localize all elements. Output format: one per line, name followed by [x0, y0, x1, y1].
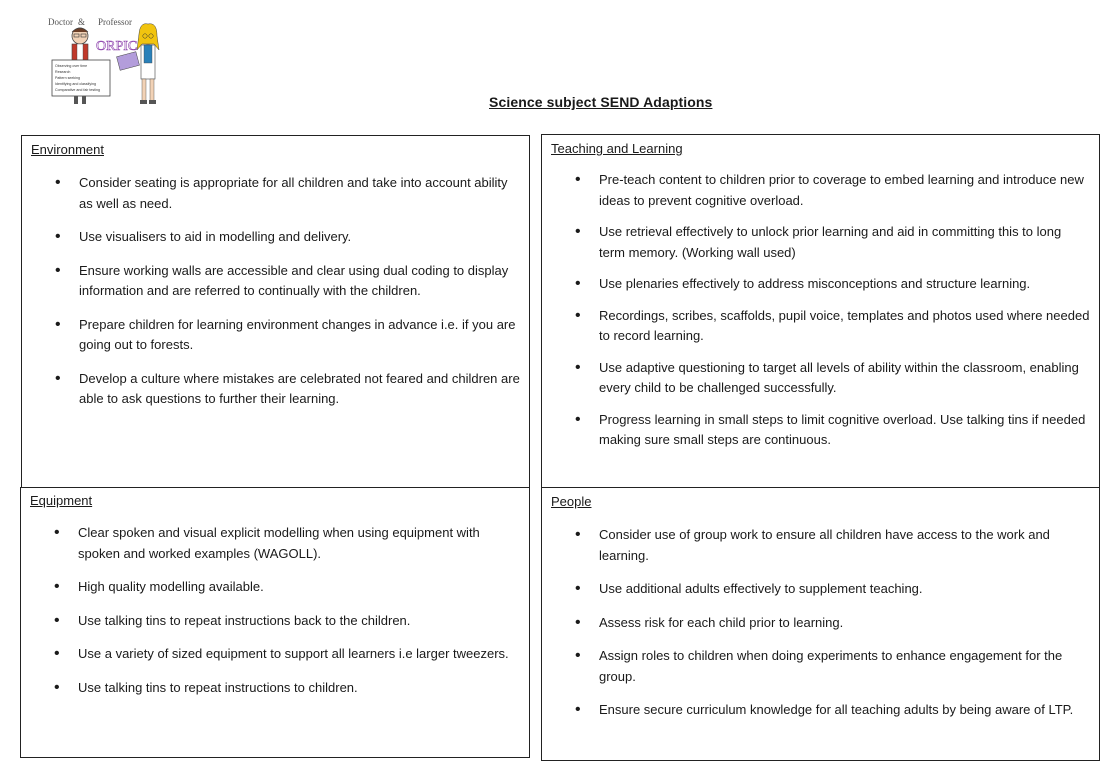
logo-orpic-word: ORPIC — [96, 39, 138, 54]
board-line-3: Pattern seeking — [55, 76, 80, 80]
list-item: • Consider seating is appropriate for all children and take into account ability as well as need. — [55, 173, 520, 214]
logo-professor-label: Professor — [98, 17, 132, 27]
list-item: • Use talking tins to repeat instructions back to the children. — [54, 611, 514, 632]
people-list — [575, 525, 1085, 734]
environment-list — [55, 173, 520, 423]
list-item: • Progress learning in small steps to limit cognitive overload. Use talking tins if needed making sure small steps are continuous. — [575, 410, 1090, 451]
list-item: • Use additional adults effectively to supplement teaching. — [575, 579, 1085, 600]
list-item: • Use a variety of sized equipment to support all learners i.e larger tweezers. — [54, 644, 514, 665]
list-item: • Develop a culture where mistakes are celebrated not feared and children are able to ask questions to further their learning. — [55, 369, 520, 410]
logo-doctor-label: Doctor — [48, 17, 73, 27]
people-heading: People — [551, 494, 592, 509]
board-line-2: Research — [55, 70, 71, 74]
list-item: • High quality modelling available. — [54, 577, 514, 598]
list-item: • Use retrieval effectively to unlock prior learning and aid in committing this to long term memory. (Working wall used) — [575, 222, 1090, 263]
board-line-1: Observing over time — [55, 64, 88, 68]
equipment-list — [54, 523, 514, 711]
doctor-professor-orpic-logo — [46, 14, 168, 112]
list-item: • Use plenaries effectively to address misconceptions and structure learning. — [575, 274, 1090, 295]
list-item: • Assign roles to children when doing experiments to enhance engagement for the group. — [575, 646, 1085, 687]
list-item: • Use adaptive questioning to target all levels of ability within the classroom, enabling every child to be challenged successfully. — [575, 358, 1090, 399]
list-item: • Clear spoken and visual explicit modelling when using equipment with spoken and worked examples (WAGOLL). — [54, 523, 514, 564]
list-item: • Ensure working walls are accessible and clear using dual coding to display information and are referred to continually with the children. — [55, 261, 520, 302]
environment-heading: Environment — [31, 142, 104, 157]
equipment-heading: Equipment — [30, 493, 93, 508]
list-item: • Ensure secure curriculum knowledge for all teaching adults by being aware of LTP. — [575, 700, 1085, 721]
list-item: • Use visualisers to aid in modelling and delivery. — [55, 227, 520, 248]
svg-text:&: & — [78, 17, 86, 27]
list-item: • Use talking tins to repeat instructions to children. — [54, 678, 514, 699]
list-item: • Pre-teach content to children prior to coverage to embed learning and introduce new ideas to prevent cognitive overload. — [575, 170, 1090, 211]
list-item: • Assess risk for each child prior to learning. — [575, 613, 1085, 634]
teaching-learning-list — [575, 170, 1090, 462]
list-item: • Recordings, scribes, scaffolds, pupil voice, templates and photos used where needed to record learning. — [575, 306, 1090, 347]
page-title: Science subject SEND Adaptions — [489, 94, 713, 110]
teaching-learning-heading: Teaching and Learning — [551, 141, 683, 156]
board-line-4: Identifying and classifying — [55, 82, 96, 86]
list-item: • Prepare children for learning environment changes in advance i.e. if you are going out to forests. — [55, 315, 520, 356]
board-line-5: Comparative and fair testing — [55, 88, 100, 92]
list-item: • Consider use of group work to ensure all children have access to the work and learning. — [575, 525, 1085, 566]
